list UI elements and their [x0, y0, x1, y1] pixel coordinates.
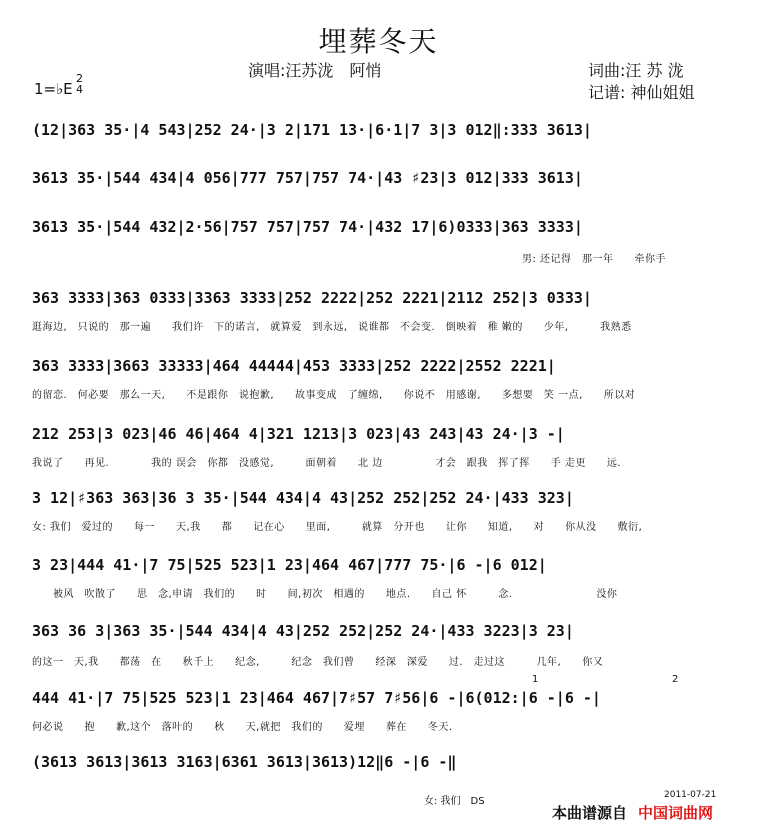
source-label: 本曲谱源自 [552, 804, 628, 822]
site-logo: 中国词曲网 [638, 804, 714, 822]
notes: 363 3333|363 0333|3363 3333|252 2222|252 2221|2112 252|3 0333| [32, 289, 592, 307]
date: 2011-07-21 [664, 790, 717, 800]
notes: 3 12|♯363 363|36 3 35·|544 434|4 43|252 252|252 24·|433 323| [32, 489, 574, 507]
notes: 3613 35·|544 434|4 056|777 757|757 74·|43 ♯23|3 012|333 3613| [32, 169, 583, 187]
transcriber-credit: 记谱: 神仙姐姐 [588, 83, 695, 102]
notes: 363 3333|3663 33333|464 44444|453 3333|252 2222|2552 2221| [32, 357, 556, 375]
lyrics: 男: 还记得 那一年 牵你手 [522, 254, 667, 265]
lyrics: 的留恋. 何必要 那么一天, 不是跟你 说抱歉, 故事变成 了缠绵, 你说不 用感谢, 多想要 笑 一点, 所以对 [32, 390, 636, 401]
volta-1-marker: 1 [532, 674, 539, 685]
volta-2-marker: 2 [672, 674, 679, 685]
lyrics: 女: 我们 爱过的 每一 天,我 都 记在心 里面, 就算 分开也 让你 知道, 对 你从没 敷衍, [32, 522, 643, 533]
notes: 444 41·|7 75|525 523|1 23|464 467|7♯57 7♯56|6 -|6(012:|6 -|6 -| [32, 689, 601, 707]
lyrics: 的这一 天,我 都荡 在 秋千上 纪念, 纪念 我们曾 经深 深爱 过. 走过这 几年, 你又 [32, 657, 604, 668]
time-signature-bottom: 4 [76, 83, 83, 96]
ds-note: 女: 我们 DS [424, 796, 485, 807]
notes: 212 253|3 023|46 46|464 4|321 1213|3 023|43 243|43 24·|3 -| [32, 425, 565, 443]
time-signature-top: 2 [76, 72, 83, 85]
lyrics: 被风 吹散了 思 念,申请 我们的 时 间,初次 相遇的 地点. 自己 怀 念. 没你 [32, 589, 618, 600]
notes: (12|363 35·|4 543|252 24·|3 2|171 13·|6·1|7 3|3 012‖:333 3613| [32, 121, 592, 139]
lyrics: 逛海边, 只说的 那一遍 我们许 下的诺言, 就算爱 到永远, 说谁都 不会变. 倒映着 稚 嫩的 少年, 我熟悉 [32, 322, 632, 333]
composer-credit: 词曲:汪 苏 泷 [588, 61, 684, 80]
song-title: 埋葬冬天 [318, 25, 439, 58]
lyrics: 我说了 再见. 我的 误会 你都 没感觉, 面朝着 北 边 才会 跟我 挥了挥 手 走更 远. [32, 458, 622, 469]
notes: 3613 35·|544 432|2·56|757 757|757 74·|432 17|6)0333|363 3333| [32, 218, 583, 236]
lyrics: 何必说 抱 歉,这个 落叶的 秋 天,就把 我们的 爱埋 葬在 冬天. [32, 722, 453, 733]
notes: 363 36 3|363 35·|544 434|4 43|252 252|252 24·|433 3223|3 23| [32, 622, 574, 640]
notes: 3 23|444 41·|7 75|525 523|1 23|464 467|777 75·|6 -|6 012| [32, 556, 547, 574]
time-signature [76, 73, 83, 95]
notes: (3613 3613|3613 3163|6361 3613|3613)12‖6 -|6 -‖ [32, 753, 457, 771]
singer-credit: 演唱:汪苏泷 阿悄 [248, 61, 382, 80]
key-signature: 1=♭E [34, 80, 73, 98]
